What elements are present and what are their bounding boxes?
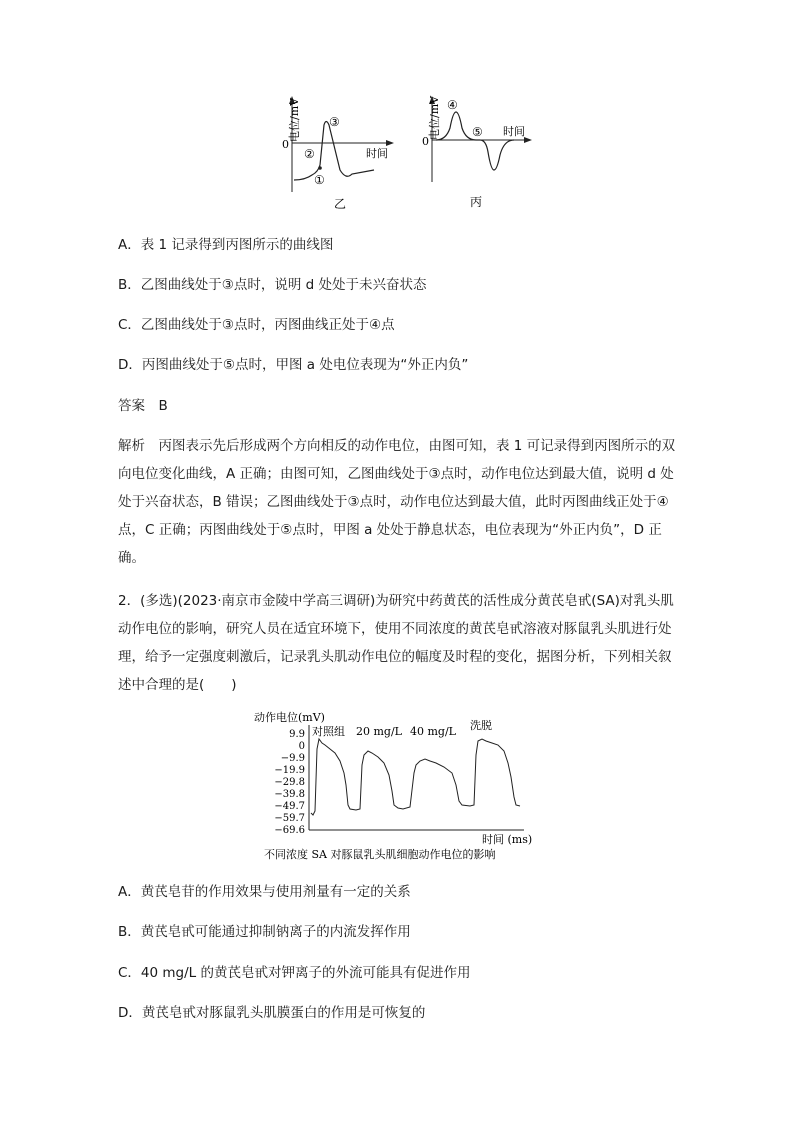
q2-stem: 2．(多选)(2023·南京市金陵中学高三调研)为研究中药黄芪的活性成分黄芪皂甙(SA)对乳头肌动作电位的影响，研究人员在适宜环境下，使用不同浓度的黄芪皂甙溶液对豚鼠乳头肌进行处理，给予一定强度刺激后，记录乳头肌动作电位的幅度及时程的变化，据图分析，下列相关叙述中合理的是( ) [118,593,674,693]
answer: 答案 B [118,398,168,414]
graph-yi [289,96,394,192]
q2-option-b: B．黄芪皂甙可能通过抑制钠离子的内流发挥作用 [118,924,411,940]
bing-ylabel: 电位/mV [428,95,441,140]
q1-option-a: A．表 1 记录得到丙图所示的曲线图 [118,237,334,253]
graph-bing [429,96,532,182]
ytick: −39.8 [274,789,305,800]
group-washout: 洗脱 [470,719,492,732]
group-control: 对照组 [312,725,345,738]
q2-option-d: D．黄芪皂甙对豚鼠乳头肌膜蛋白的作用是可恢复的 [118,1005,426,1021]
yi-point-1: ① [314,173,325,187]
q2-option-c: C．40 mg/L 的黄芪皂甙对钾离子的外流可能具有促进作用 [118,965,471,981]
analysis: 解析 丙图表示先后形成两个方向相反的动作电位，由图可知，表 1 可记录得到丙图所示的双向电位变化曲线，A 正确；由图可知，乙图曲线处于③点时，动作电位达到最大值，说明 d 处处于兴奋状态，B 错误；乙图曲线处于③点时，动作电位达到最大值，此时丙图曲线正处于④点，C 正确；丙图曲线处于⑤点时，甲图 a 处处于静息状态，电位表现为“外正内负”，D 正确。 [118,438,676,566]
q2-option-a: A．黄芪皂苷的作用效果与使用剂量有一定的关系 [118,884,411,900]
ytick: −19.9 [274,765,305,776]
q1-option-b: B．乙图曲线处于③点时，说明 d 处处于未兴奋状态 [118,277,427,293]
q1-option-c: C．乙图曲线处于③点时，丙图曲线正处于④点 [118,317,395,333]
fig2-caption: 不同浓度 SA 对豚鼠乳头肌细胞动作电位的影响 [264,848,496,861]
ytick: 0 [298,741,305,752]
yi-dot-2 [318,166,322,170]
ytick: −29.8 [274,777,305,788]
trace-action-potential [311,739,520,815]
bing-zero: 0 [422,135,429,148]
yi-point-2: ② [304,147,315,161]
group-40: 40 mg/L [410,725,456,738]
caption-bing: 丙 [470,195,483,209]
yi-ylabel: 电位/mV [288,97,301,142]
ytick: −59.7 [274,813,305,824]
bing-xlabel: 时间 [503,125,525,138]
figure-yi-bing [0,0,794,215]
ytick: −49.7 [274,801,305,812]
fig2-ylabel: 动作电位(mV) [254,711,325,724]
fig2-xlabel: 时间 (ms) [482,833,533,846]
ytick: −69.6 [274,825,305,836]
caption-yi: 乙 [334,197,347,211]
yi-xlabel: 时间 [366,147,388,160]
bing-point-5: ⑤ [472,125,483,139]
curve-bing [436,112,514,170]
ytick: 9.9 [289,729,305,740]
bing-point-4: ④ [447,98,458,112]
yi-point-3: ③ [329,115,340,129]
q1-option-d: D．丙图曲线处于⑤点时，甲图 a 处电位表现为“外正内负” [118,357,469,373]
ytick: −9.9 [280,753,305,764]
yi-zero: 0 [282,138,289,151]
figure-sa-action-potential [0,705,794,865]
group-20: 20 mg/L [356,725,402,738]
